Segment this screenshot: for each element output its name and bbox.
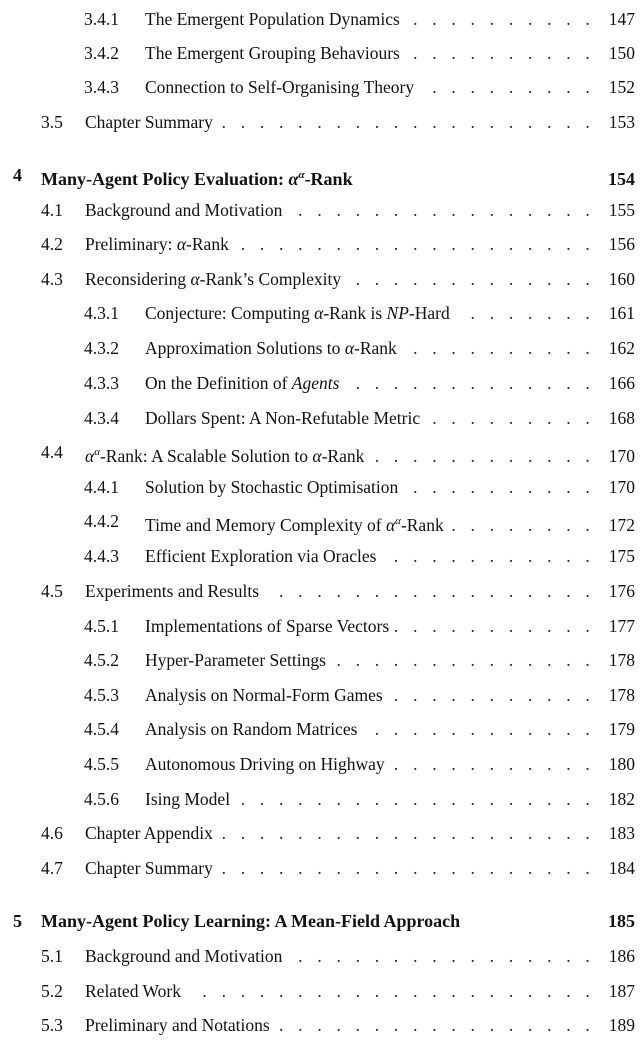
entry-title: Chapter Appendix bbox=[85, 820, 219, 846]
entry-number: 3.4.3 bbox=[84, 77, 119, 97]
toc-entry[interactable] bbox=[0, 335, 643, 361]
entry-page: 160 bbox=[595, 266, 635, 292]
entry-number: 4.3 bbox=[41, 269, 63, 289]
toc-entry[interactable] bbox=[0, 647, 643, 673]
chapter-page: 154 bbox=[597, 166, 635, 192]
leader-dots bbox=[406, 6, 595, 32]
toc-entry[interactable] bbox=[0, 405, 643, 431]
entry-number: 4.3.3 bbox=[84, 373, 119, 393]
entry-page: 166 bbox=[595, 370, 635, 396]
entry-number: 4.1 bbox=[41, 200, 63, 220]
leader-dots bbox=[456, 300, 595, 326]
chapter-number: 5 bbox=[13, 911, 22, 931]
toc-entry[interactable] bbox=[0, 40, 643, 66]
entry-title: Autonomous Driving on Highway bbox=[145, 751, 391, 777]
entry-page: 176 bbox=[595, 578, 635, 604]
entry-page: 156 bbox=[595, 231, 635, 257]
entry-title: Analysis on Random Matrices bbox=[145, 716, 363, 742]
entry-page: 170 bbox=[595, 443, 635, 469]
entry-title: The Emergent Grouping Behaviours bbox=[145, 40, 406, 66]
leader-dots bbox=[363, 716, 595, 742]
toc-entry[interactable] bbox=[0, 266, 643, 292]
entry-page: 155 bbox=[595, 197, 635, 223]
entry-number: 4.4 bbox=[41, 442, 63, 462]
entry-page: 187 bbox=[595, 978, 635, 1004]
entry-title: Chapter Summary bbox=[85, 109, 219, 135]
entry-page: 161 bbox=[595, 300, 635, 326]
entry-number: 4.6 bbox=[41, 823, 63, 843]
entry-title: On the Definition of Agents bbox=[145, 370, 345, 396]
entry-page: 184 bbox=[595, 855, 635, 881]
toc-entry[interactable] bbox=[0, 543, 643, 569]
toc-chapter[interactable] bbox=[0, 162, 643, 188]
entry-page: 168 bbox=[595, 405, 635, 431]
toc-entry[interactable] bbox=[0, 1012, 643, 1038]
entry-number: 4.2 bbox=[41, 234, 63, 254]
entry-title: Approximation Solutions to α-Rank bbox=[145, 335, 403, 361]
entry-number: 4.5.3 bbox=[84, 685, 119, 705]
entry-number: 3.4.1 bbox=[84, 9, 119, 29]
entry-number: 3.4.2 bbox=[84, 43, 119, 63]
entry-title: Background and Motivation bbox=[85, 943, 288, 969]
chapter-title: Many-Agent Policy Learning: A Mean-Field Approach bbox=[41, 908, 466, 934]
toc-entry[interactable] bbox=[0, 508, 643, 534]
entry-title: Analysis on Normal-Form Games bbox=[145, 682, 389, 708]
entry-number: 4.5.1 bbox=[84, 616, 119, 636]
leader-dots bbox=[406, 40, 595, 66]
toc-entry[interactable] bbox=[0, 786, 643, 812]
toc-entry[interactable] bbox=[0, 978, 643, 1004]
entry-title: Conjecture: Computing α-Rank is NP-Hard bbox=[145, 300, 456, 326]
entry-page: 175 bbox=[595, 543, 635, 569]
leader-dots bbox=[219, 855, 595, 881]
entry-title: Efficient Exploration via Oracles bbox=[145, 543, 382, 569]
toc-entry[interactable] bbox=[0, 751, 643, 777]
entry-number: 4.7 bbox=[41, 858, 63, 878]
entry-number: 4.5 bbox=[41, 581, 63, 601]
entry-number: 4.4.2 bbox=[84, 511, 119, 531]
entry-title: Preliminary and Notations bbox=[85, 1012, 276, 1038]
toc-entry[interactable] bbox=[0, 716, 643, 742]
leader-dots bbox=[265, 578, 595, 604]
leader-dots bbox=[236, 786, 595, 812]
toc-entry[interactable] bbox=[0, 370, 643, 396]
toc-entry[interactable] bbox=[0, 613, 643, 639]
leader-dots bbox=[420, 74, 595, 100]
entry-page: 179 bbox=[595, 716, 635, 742]
entry-page: 147 bbox=[595, 6, 635, 32]
toc-entry[interactable] bbox=[0, 943, 643, 969]
entry-title: Background and Motivation bbox=[85, 197, 288, 223]
entry-number: 4.3.4 bbox=[84, 408, 119, 428]
entry-page: 186 bbox=[595, 943, 635, 969]
leader-dots bbox=[382, 543, 595, 569]
entry-number: 4.3.1 bbox=[84, 303, 119, 323]
leader-dots bbox=[389, 682, 595, 708]
entry-page: 152 bbox=[595, 74, 635, 100]
entry-page: 182 bbox=[595, 786, 635, 812]
chapter-title: Many-Agent Policy Evaluation: $\alpha^\alpha$-Rank bbox=[41, 162, 359, 192]
entry-title: Ising Model bbox=[145, 786, 236, 812]
entry-number: 4.4.1 bbox=[84, 477, 119, 497]
toc-entry[interactable] bbox=[0, 109, 643, 135]
entry-title: Implementations of Sparse Vectors bbox=[145, 613, 395, 639]
toc-entry[interactable] bbox=[0, 682, 643, 708]
entry-title: The Emergent Population Dynamics bbox=[145, 6, 406, 32]
entry-number: 5.3 bbox=[41, 1015, 63, 1035]
entry-title: Related Work bbox=[85, 978, 187, 1004]
entry-page: 189 bbox=[595, 1012, 635, 1038]
toc-entry[interactable] bbox=[0, 439, 643, 465]
entry-number: 5.1 bbox=[41, 946, 63, 966]
entry-title: Hyper-Parameter Settings bbox=[145, 647, 332, 673]
chapter-page: 185 bbox=[597, 908, 635, 934]
leader-dots bbox=[370, 443, 595, 469]
leader-dots bbox=[450, 512, 595, 538]
entry-page: 153 bbox=[595, 109, 635, 135]
leader-dots bbox=[235, 231, 595, 257]
entry-title: Preliminary: α-Rank bbox=[85, 231, 235, 257]
toc-chapter[interactable] bbox=[0, 908, 643, 934]
leader-dots bbox=[332, 647, 595, 673]
entry-title: Reconsidering α-Rank’s Complexity bbox=[85, 266, 347, 292]
chapter-number: 4 bbox=[13, 165, 22, 185]
entry-number: 4.3.2 bbox=[84, 338, 119, 358]
entry-page: 178 bbox=[595, 682, 635, 708]
entry-page: 162 bbox=[595, 335, 635, 361]
toc-entry[interactable] bbox=[0, 6, 643, 32]
toc-entry[interactable] bbox=[0, 231, 643, 257]
leader-dots bbox=[219, 820, 595, 846]
toc-entry[interactable] bbox=[0, 578, 643, 604]
toc-entry[interactable] bbox=[0, 820, 643, 846]
leader-dots bbox=[403, 335, 595, 361]
entry-page: 177 bbox=[595, 613, 635, 639]
entry-title: Chapter Summary bbox=[85, 855, 219, 881]
leader-dots bbox=[219, 109, 595, 135]
toc-entry[interactable] bbox=[0, 855, 643, 881]
entry-number: 4.5.2 bbox=[84, 650, 119, 670]
entry-page: 178 bbox=[595, 647, 635, 673]
leader-dots bbox=[404, 474, 595, 500]
entry-page: 180 bbox=[595, 751, 635, 777]
entry-number: 4.4.3 bbox=[84, 546, 119, 566]
entry-title: $\alpha^\alpha$-Rank: A Scalable Solution to α-Rank bbox=[85, 439, 370, 469]
entry-page: 170 bbox=[595, 474, 635, 500]
entry-number: 4.5.5 bbox=[84, 754, 119, 774]
entry-title: Experiments and Results bbox=[85, 578, 265, 604]
entry-number: 5.2 bbox=[41, 981, 63, 1001]
leader-dots bbox=[276, 1012, 595, 1038]
leader-dots bbox=[347, 266, 595, 292]
entry-title: Connection to Self-Organising Theory bbox=[145, 74, 420, 100]
entry-title: Time and Memory Complexity of $\alpha^\alpha$-Rank bbox=[145, 508, 450, 538]
leader-dots bbox=[187, 978, 595, 1004]
toc-entry[interactable] bbox=[0, 300, 643, 326]
leader-dots bbox=[288, 197, 595, 223]
leader-dots bbox=[426, 405, 595, 431]
entry-title: Dollars Spent: A Non-Refutable Metric bbox=[145, 405, 426, 431]
entry-title: Solution by Stochastic Optimisation bbox=[145, 474, 404, 500]
leader-dots bbox=[395, 613, 595, 639]
entry-number: 4.5.4 bbox=[84, 719, 119, 739]
entry-page: 150 bbox=[595, 40, 635, 66]
leader-dots bbox=[288, 943, 595, 969]
toc-entry[interactable] bbox=[0, 197, 643, 223]
toc-entry[interactable] bbox=[0, 474, 643, 500]
entry-page: 183 bbox=[595, 820, 635, 846]
entry-page: 172 bbox=[595, 512, 635, 538]
entry-number: 3.5 bbox=[41, 112, 63, 132]
leader-dots bbox=[391, 751, 595, 777]
leader-dots bbox=[345, 370, 595, 396]
entry-number: 4.5.6 bbox=[84, 789, 119, 809]
toc-entry[interactable] bbox=[0, 74, 643, 100]
